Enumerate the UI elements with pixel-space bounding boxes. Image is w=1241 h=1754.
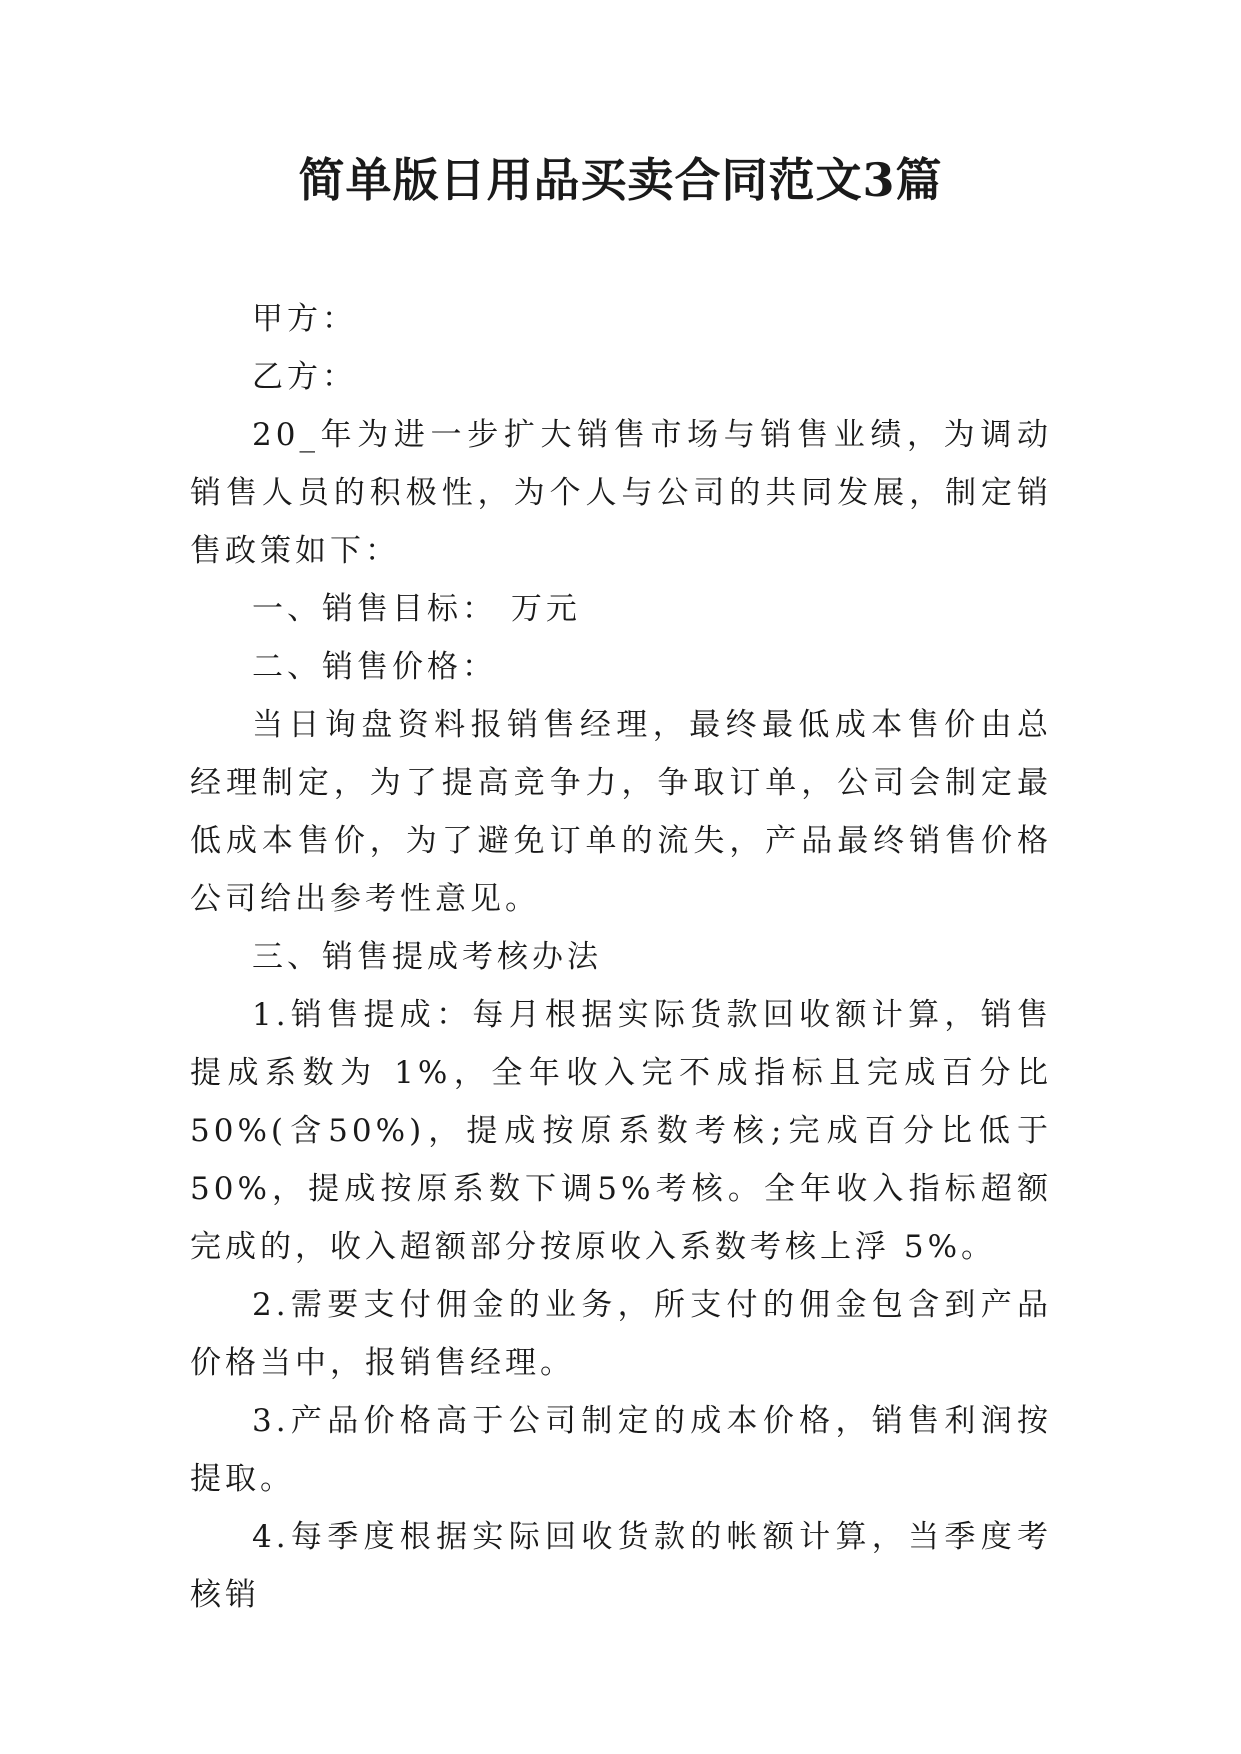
document-title: 简单版日用品买卖合同范文3篇: [298, 153, 943, 207]
paragraph-party-a: 甲方：: [252, 301, 357, 337]
document-body: [190, 290, 1052, 1624]
paragraph-commission-3: 3.产品价格高于公司制定的成本价格，销售利润按 提取。: [190, 1403, 1052, 1497]
paragraph-sales-price-detail: 当日询盘资料报销售经理，最终最低成本售价由总经理制定，为了提高竞争力，争取订单，公司会制定最低成本售价，为了避免订单的流失，产品最终销售价格公司给出参考性意见。: [190, 707, 1052, 917]
paragraph-intro: 20_年为进一步扩大销售市场与销售业绩，为调动销售人员的积极性，为个人与公司的共同发展，制定销售政策如下：: [190, 417, 1052, 569]
paragraph-sales-price-heading: 二、销售价格：: [252, 649, 497, 685]
paragraph-commission-2: 2.需要支付佣金的业务，所支付的佣金包含到产品价格当中，报销售经理。: [190, 1287, 1052, 1381]
paragraph-party-b: 乙方：: [252, 359, 357, 395]
paragraph-commission-1: 1.销售提成：每月根据实际货款回收额计算，销售提成系数为 1%，全年收入完不成指标且完成百分比50%(含50%)，提成按原系数考核;完成百分比低于50%，提成按原系数下调5%考核。全年收入指标超额完成的，收入超额部分按原收入系数考核上浮 5%。: [190, 997, 1052, 1265]
paragraph-commission-4: 4.每季度根据实际回收货款的帐额计算，当季度考核销: [190, 1519, 1052, 1613]
paragraph-commission-heading: 三、销售提成考核办法: [252, 939, 602, 975]
paragraph-sales-target: 一、销售目标： 万元: [252, 591, 581, 627]
